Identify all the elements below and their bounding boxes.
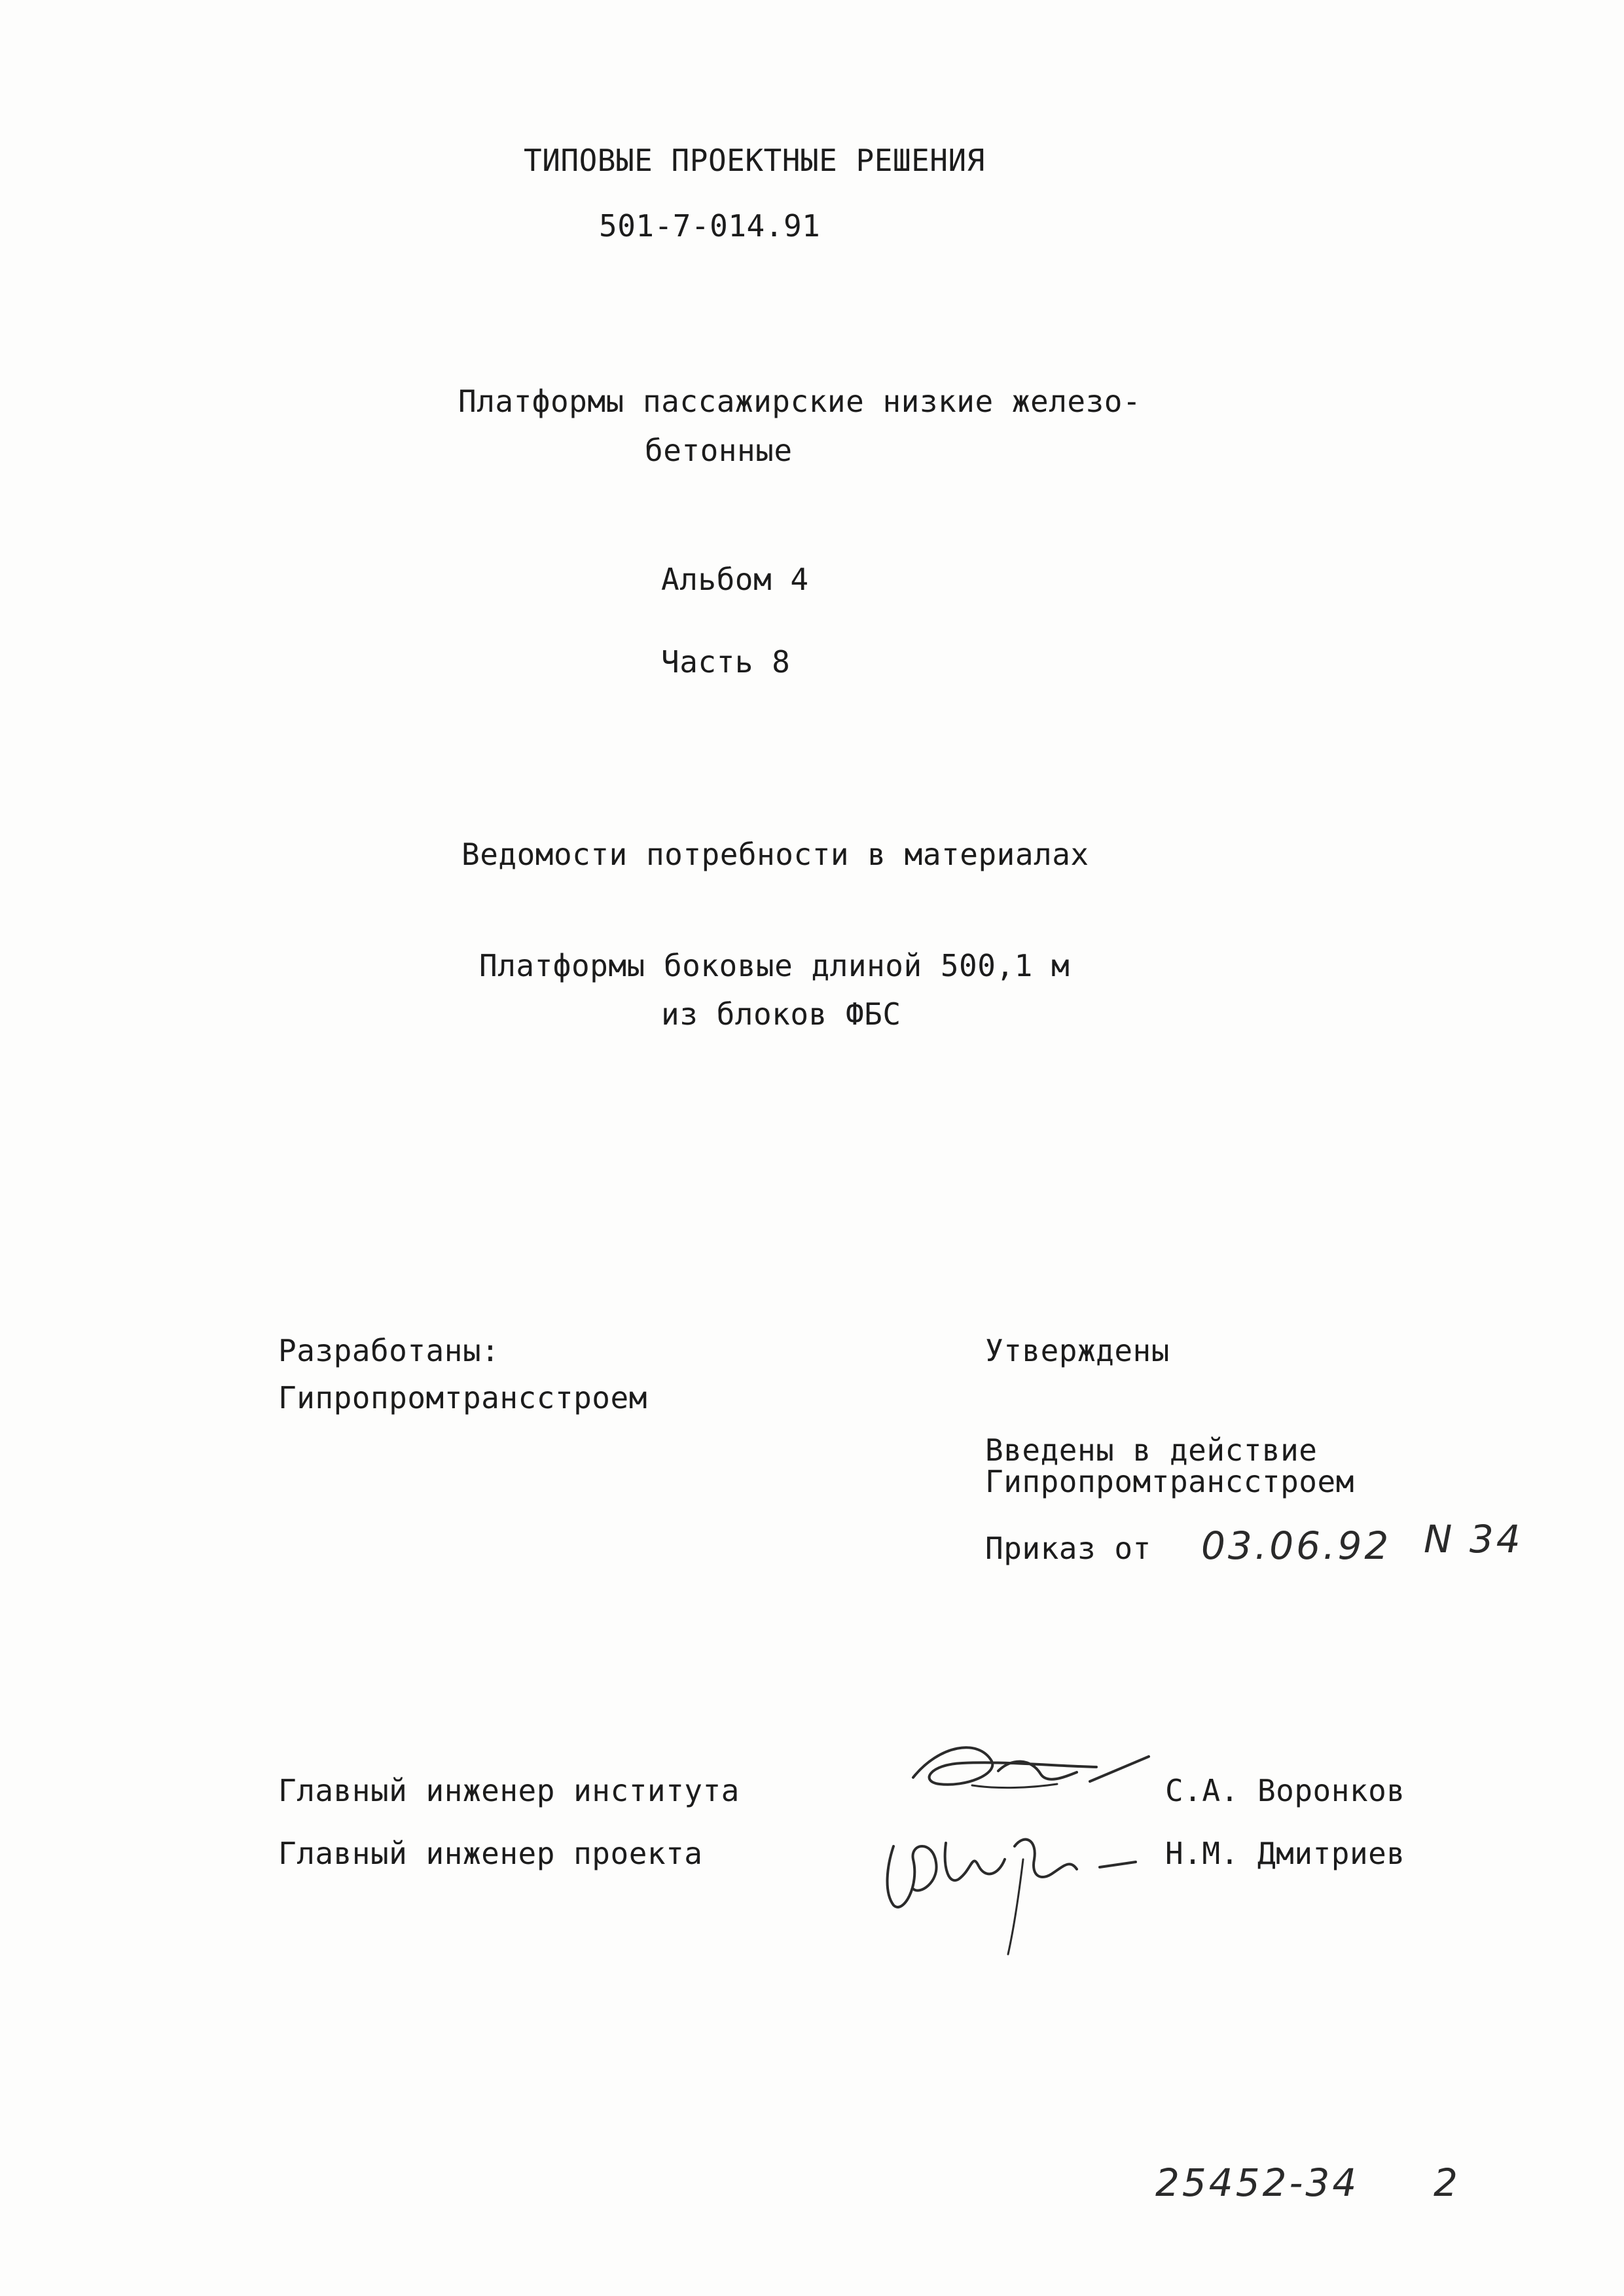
order-date: 03.06.92	[1201, 1523, 1392, 1568]
part-label: Часть 8	[661, 644, 791, 680]
page-number: 2	[1434, 2160, 1460, 2205]
inventory-number: 25452-34	[1155, 2160, 1360, 2205]
signature-role-1: Главный инженер института	[278, 1773, 740, 1808]
enacted-line-1: Введены в действие	[985, 1432, 1318, 1468]
series-code: 501-7-014.91	[599, 208, 821, 244]
subject-desc-line-1: Платформы боковые длиной 500,1 м	[479, 948, 1070, 983]
album-label: Альбом 4	[661, 562, 809, 597]
signature-1-image	[900, 1738, 1155, 1810]
order-number: N 34	[1424, 1517, 1523, 1561]
series-title: ТИПОВЫЕ ПРОЕКТНЫЕ РЕШЕНИЯ	[524, 143, 985, 178]
enacted-line-2: Гипропромтрансстроем	[985, 1464, 1354, 1499]
signature-role-2: Главный инженер проекта	[278, 1836, 703, 1871]
developed-label: Разработаны:	[278, 1333, 500, 1368]
order-label: Приказ от	[985, 1531, 1151, 1566]
signature-name-2: Н.М. Дмитриев	[1165, 1836, 1405, 1871]
title-line-1: Платформы пассажирские низкие железо-	[458, 384, 1142, 419]
developed-org: Гипропромтрансстроем	[278, 1380, 647, 1415]
signature-2-image	[874, 1807, 1149, 1958]
approved-label: Утверждены	[985, 1333, 1170, 1368]
title-line-2: бетонные	[645, 433, 793, 468]
signature-name-1: С.А. Воронков	[1165, 1773, 1405, 1808]
subject-desc-line-2: из блоков ФБС	[661, 996, 901, 1032]
subject-heading: Ведомости потребности в материалах	[461, 837, 1089, 872]
